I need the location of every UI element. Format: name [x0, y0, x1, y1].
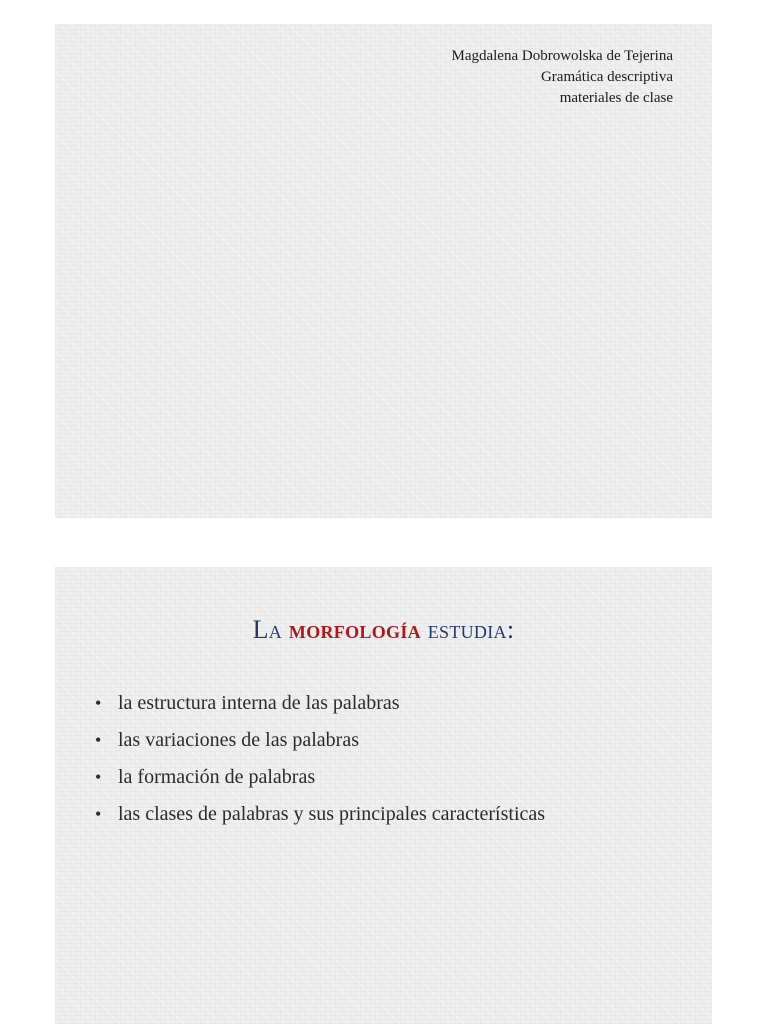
list-item-text: la formación de palabras: [118, 766, 316, 788]
author-block: [451, 46, 673, 109]
list-item: [95, 759, 545, 796]
bullet-list: [95, 685, 545, 833]
bullet-icon: •: [95, 730, 102, 750]
morphology-slide: [55, 567, 712, 1024]
bullet-icon: •: [95, 693, 102, 713]
list-item: [95, 796, 545, 833]
list-item: [95, 685, 545, 722]
author-name: Magdalena Dobrowolska de Tejerina: [451, 48, 673, 64]
title-word-estudia: estudia:: [427, 615, 515, 644]
bullet-icon: •: [95, 767, 102, 787]
list-item-text: las clases de palabras y sus principales características: [118, 803, 546, 825]
course-name: Gramática descriptiva: [540, 69, 673, 85]
slide-title: [55, 615, 712, 645]
list-item-text: la estructura interna de las palabras: [118, 692, 400, 714]
title-slide: [55, 24, 712, 518]
bullet-icon: •: [95, 804, 102, 824]
title-word-la: La: [252, 615, 283, 644]
list-item-text: las variaciones de las palabras: [118, 729, 360, 751]
material-subtitle: materiales de clase: [559, 90, 673, 106]
list-item: [95, 722, 545, 759]
title-word-morfologia: morfología: [288, 615, 421, 644]
